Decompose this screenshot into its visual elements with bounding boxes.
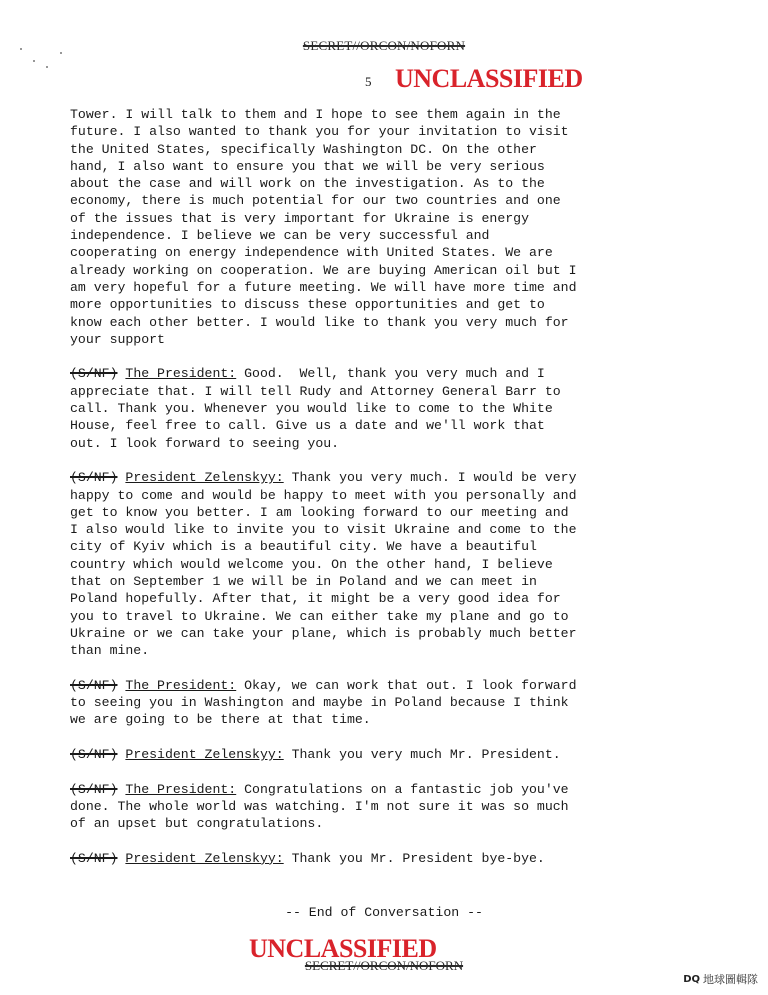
transcript-line: [70, 210, 670, 227]
unclassified-stamp-top: UNCLASSIFIED: [395, 64, 583, 93]
line-text: Thank you very much Mr. President.: [283, 746, 561, 762]
line-text: Congratulations on a fantastic job you've: [236, 781, 569, 797]
transcript-line: [70, 244, 670, 261]
transcript-line: [70, 106, 670, 123]
transcript-line: [70, 556, 670, 573]
line-text: cooperating on energy independence with United States. We are: [70, 245, 553, 261]
line-text: Thank you Mr. President bye-bye.: [283, 850, 545, 866]
unclassified-stamp-bottom: UNCLASSIFIED: [249, 934, 437, 963]
transcript-line: [70, 608, 670, 625]
transcript-paragraph: [70, 106, 670, 348]
transcript-line: [70, 383, 670, 400]
line-text: we are going to be there at that time.: [70, 712, 371, 728]
line-text: appreciate that. I will tell Rudy and Attorney General Barr to: [70, 383, 561, 399]
transcript-line: [70, 521, 670, 538]
transcript-line: [70, 573, 670, 590]
line-text: city of Kyiv which is a beautiful city. We have a beautiful: [70, 539, 537, 555]
transcript-line: [70, 365, 670, 382]
transcript-line: [70, 850, 670, 867]
line-text: of an upset but congratulations.: [70, 816, 324, 832]
line-text: of the issues that is very important for Ukraine is energy: [70, 210, 529, 226]
transcript-line: [70, 175, 670, 192]
line-text: country which would welcome you. On the other hand, I believe: [70, 556, 553, 572]
transcript-line: [70, 141, 670, 158]
line-text: hand, I also want to ensure you that we will be very serious: [70, 158, 545, 174]
transcript-line: [70, 590, 670, 607]
line-text: about the case and will work on the investigation. As to the: [70, 176, 545, 192]
transcript-paragraph: [70, 850, 670, 867]
line-text: that on September 1 we will be in Poland and we can meet in: [70, 574, 537, 590]
line-text: out. I look forward to seeing you.: [70, 435, 340, 451]
line-text: more opportunities to discuss these opportunities and get to: [70, 297, 545, 313]
transcript-line: [70, 296, 670, 313]
transcript-line: [70, 815, 670, 832]
transcript-line: [70, 538, 670, 555]
transcript-line: [70, 798, 670, 815]
classification-marking: (S/NF): [70, 677, 118, 693]
transcript-paragraph: [70, 365, 670, 451]
speaker-label: President Zelenskyy:: [125, 850, 284, 866]
line-text: done. The whole world was watching. I'm not sure it was so much: [70, 798, 569, 814]
transcript-line: [70, 711, 670, 728]
transcript-line: [70, 469, 670, 486]
watermark-text: 地球圖輯隊: [703, 973, 758, 986]
line-text: than mine.: [70, 643, 150, 659]
line-text: the United States, specifically Washington DC. On the other: [70, 141, 537, 157]
transcript-line: [70, 487, 670, 504]
line-text: Poland hopefully. After that, it might be a very good idea for: [70, 591, 561, 607]
transcript-line: [70, 314, 670, 331]
line-text: Okay, we can work that out. I look forward: [236, 677, 577, 693]
line-text: call. Thank you. Whenever you would like to come to the White: [70, 401, 553, 417]
line-text: House, feel free to call. Give us a date and we'll work that: [70, 418, 545, 434]
transcript-line: [70, 504, 670, 521]
classification-footer: SECRET//ORCON/NOFORN: [304, 958, 464, 973]
transcript-line: [70, 279, 670, 296]
speaker-label: The President:: [125, 781, 237, 797]
line-text: Ukraine or we can take your plane, which is probably much better: [70, 625, 577, 641]
transcript-line: [70, 677, 670, 694]
transcript-paragraph: [70, 469, 670, 659]
transcript-line: [70, 123, 670, 140]
classification-header: SECRET//ORCON/NOFORN: [302, 38, 466, 53]
line-text: economy, there is much potential for our two countries and one: [70, 193, 561, 209]
speaker-label: The President:: [125, 366, 237, 382]
line-text: happy to come and would be happy to meet with you personally and: [70, 487, 577, 503]
transcript-line: [70, 435, 670, 452]
transcript-line: [70, 331, 670, 348]
watermark: [683, 971, 758, 987]
line-text: am very hopeful for a future meeting. We will have more time and: [70, 279, 577, 295]
speaker-label: The President:: [125, 677, 237, 693]
end-of-conversation: -- End of Conversation --: [285, 905, 483, 920]
transcript-line: [70, 158, 670, 175]
classification-marking: (S/NF): [70, 850, 118, 866]
classification-marking: (S/NF): [70, 366, 118, 382]
line-text: to seeing you in Washington and maybe in Poland because I think: [70, 695, 569, 711]
transcript-line: [70, 694, 670, 711]
transcript-body: [70, 106, 670, 884]
transcript-line: [70, 642, 670, 659]
transcript-paragraph: [70, 677, 670, 729]
transcript-line: [70, 417, 670, 434]
transcript-line: [70, 262, 670, 279]
line-text: know each other better. I would like to thank you very much for: [70, 314, 569, 330]
page-number: 5: [365, 74, 372, 89]
transcript-paragraph: [70, 746, 670, 763]
watermark-logo: DQ: [683, 973, 700, 985]
line-text: independence. I believe we can be very successful and: [70, 228, 490, 244]
line-text: Good. Well, thank you very much and I: [236, 366, 545, 382]
classification-marking: (S/NF): [70, 470, 118, 486]
line-text: Tower. I will talk to them and I hope to see them again in the: [70, 107, 561, 122]
transcript-line: [70, 227, 670, 244]
transcript-line: [70, 625, 670, 642]
transcript-line: [70, 400, 670, 417]
line-text: Thank you very much. I would be very: [283, 470, 577, 486]
transcript-line: [70, 781, 670, 798]
classification-marking: (S/NF): [70, 746, 118, 762]
line-text: already working on cooperation. We are buying American oil but I: [70, 262, 577, 278]
classification-marking: (S/NF): [70, 781, 118, 797]
line-text: get to know you better. I am looking forward to our meeting and: [70, 504, 569, 520]
transcript-line: [70, 192, 670, 209]
speaker-label: President Zelenskyy:: [125, 746, 284, 762]
line-text: your support: [70, 331, 165, 347]
line-text: future. I also wanted to thank you for your invitation to visit: [70, 124, 569, 140]
line-text: you to travel to Ukraine. We can either take my plane and go to: [70, 608, 569, 624]
transcript-line: [70, 746, 670, 763]
speaker-label: President Zelenskyy:: [125, 470, 284, 486]
line-text: I also would like to invite you to visit Ukraine and come to the: [70, 522, 577, 538]
transcript-paragraph: [70, 781, 670, 833]
